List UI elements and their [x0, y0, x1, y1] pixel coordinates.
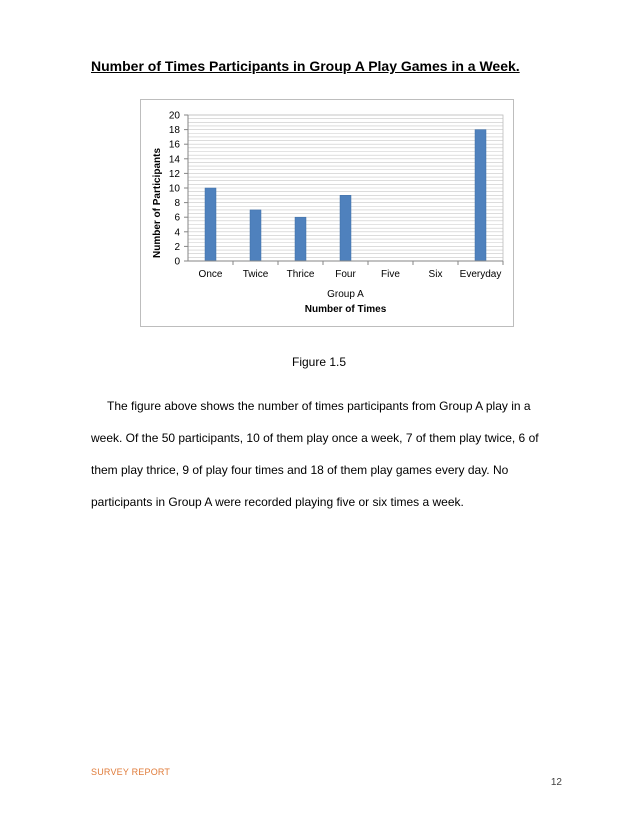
- y-tick-label: 16: [168, 139, 180, 151]
- y-axis-title: Number of Participants: [152, 147, 163, 259]
- x-tick-label: Everyday: [459, 269, 502, 280]
- figure-caption: Figure 1.5: [291, 355, 347, 369]
- chart-labels: [152, 111, 501, 316]
- x-tick-label: Four: [335, 269, 356, 280]
- x-tick-label: Once: [198, 269, 223, 280]
- x-axis-title: Number of Times: [304, 304, 387, 315]
- bar-chart: [140, 99, 514, 327]
- y-tick-label: 2: [174, 241, 180, 253]
- x-tick-label: Thrice: [286, 269, 315, 280]
- y-tick-label: 0: [174, 256, 180, 268]
- chart-canvas: [141, 100, 515, 328]
- y-tick-label: 12: [168, 168, 180, 180]
- y-tick-label: 4: [174, 227, 180, 239]
- y-tick-label: 6: [174, 212, 180, 224]
- bar-twice: [250, 210, 261, 261]
- y-tick-label: 8: [174, 198, 180, 210]
- bar-four: [340, 195, 351, 261]
- footer-label: SURVEY REPORT: [91, 767, 171, 777]
- bar-thrice: [295, 217, 306, 261]
- y-tick-label: 20: [168, 110, 180, 122]
- y-tick-label: 14: [168, 154, 180, 166]
- bar-once: [205, 188, 216, 261]
- chart-legend-entry: Group A: [327, 289, 364, 300]
- x-tick-label: Six: [428, 269, 443, 280]
- x-tick-label: Twice: [242, 269, 269, 280]
- y-tick-label: 10: [168, 183, 180, 195]
- x-tick-label: Five: [381, 269, 400, 280]
- bar-everyday: [475, 130, 486, 261]
- page-title: Number of Times Participants in Group A Play Games in a Week.: [91, 58, 520, 74]
- body-paragraph: [91, 390, 561, 518]
- y-tick-label: 18: [168, 125, 180, 137]
- body-paragraph-text: The figure above shows the number of times participants from Group A play in a week. Of the 50 participants, 10 of them play once a week, 7 of them play twice, 6 of them play thrice, 9 of play four times and 18 of them play games every day. No participants in Group A were recorded playing five or six times a week.: [91, 399, 539, 509]
- page-number: 12: [550, 777, 562, 788]
